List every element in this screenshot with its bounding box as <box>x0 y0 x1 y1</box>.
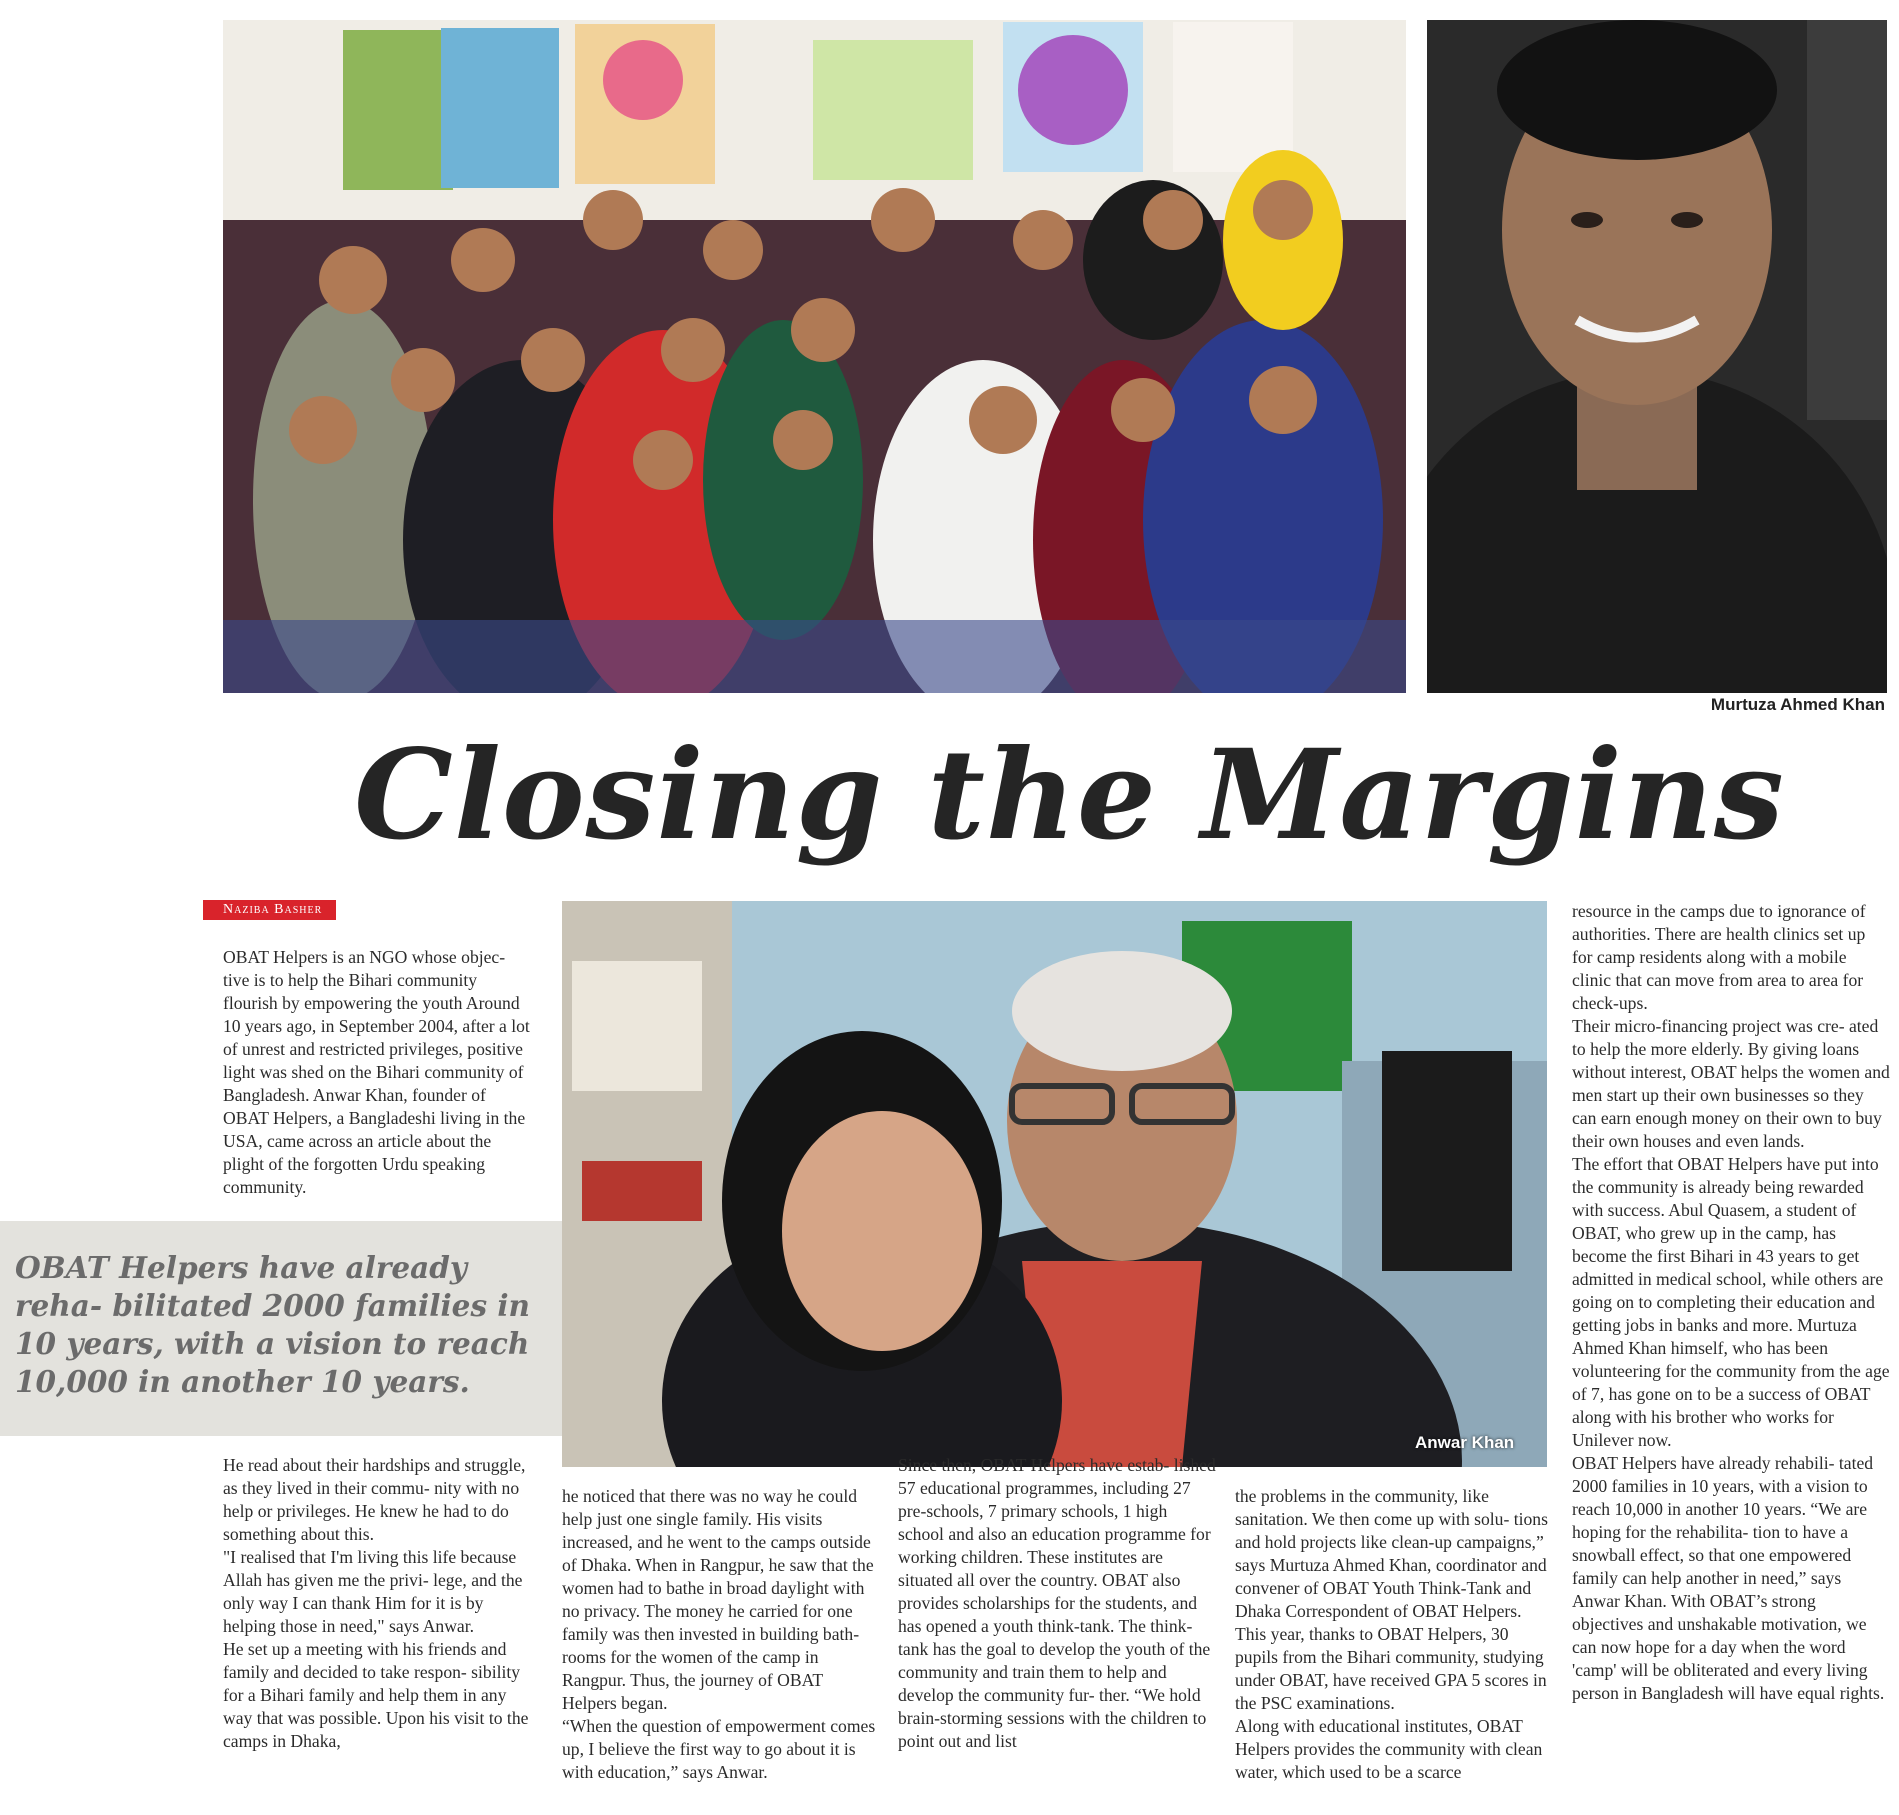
article-column-1-bottom <box>223 1454 535 1753</box>
paragraph: "I realised that I'm living this life because Allah has given me the privi- lege, and the only way I can thank Him for it is by helping those in need," says Anwar. <box>223 1547 523 1636</box>
photo-portrait-murtuza <box>1427 20 1887 693</box>
photo-children-group <box>223 20 1406 693</box>
article-column-4 <box>1235 1485 1553 1784</box>
paragraph: OBAT Helpers is an NGO whose objec- tive is to help the Bihari community flourish by empowering the youth Around 10 years ago, in September 2004, after a lot of unrest and restricted privileges, positive light was shed on the Bihari community of Bangladesh. Anwar Khan, founder of OBAT Helpers, a Bangladeshi living in the USA, came across an article about the plight of the forgotten Urdu speaking community. <box>223 947 530 1197</box>
paragraph: “When the question of empowerment comes up, I believe the first way to go about it is with education,” says Anwar. <box>562 1716 876 1782</box>
paragraph: Along with educational institutes, OBAT Helpers provides the community with clean water, which used to be a scarce <box>1235 1716 1543 1782</box>
paragraph: resource in the camps due to ignorance of authorities. There are health clinics set up for camp residents along with a mobile clinic that can move from area to area for check-ups. <box>1572 901 1866 1013</box>
paragraph: Their micro-financing project was cre- ated to help the more elderly. By giving loans without interest, OBAT helps the women and men start up their own businesses so they can earn enough money on their own to buy their own houses and even lands. <box>1572 1016 1890 1151</box>
byline: Naziba Basher <box>203 900 336 920</box>
paragraph: He read about their hardships and struggle, as they lived in their commu- nity with no help or privileges. He knew he had to do something about this. <box>223 1455 526 1544</box>
article-column-1-top <box>223 946 535 1199</box>
article-column-2 <box>562 1485 880 1784</box>
paragraph: Since then, OBAT Helpers have estab- lished 57 educational programmes, including 27 pre-schools, 7 primary schools, 1 high school and also an education programme for working children. These institutes are situated all over the country. OBAT also provides scholarships for the students, and has opened a youth think-tank. The think- tank has the goal to develop the youth of the community and train them to help and develop the community fur- ther. “We hold brain-storming sessions with the children to point out and list <box>898 1455 1216 1751</box>
headline: Closing the Margins <box>354 723 1785 868</box>
pull-quote: OBAT Helpers have already reha- bilitated 2000 families in 10 years, with a vision to reach 10,000 in another 10 years. <box>15 1250 530 1399</box>
photo-anwar-khan-with-girl <box>562 901 1547 1467</box>
article-column-5 <box>1572 900 1890 1705</box>
paragraph: OBAT Helpers have already rehabili- tated 2000 families in 10 years, with a vision to reach 10,000 in another 10 years. “We are hoping for the rehabilita- tion to have a snowball effect, so that one empowered family can help another in need,” says Anwar Khan. With OBAT’s strong objectives and unshakable motivation, we can now hope for a day when the word 'camp' will be obliterated and every living person in Bangladesh will have equal rights. <box>1572 1453 1885 1703</box>
paragraph: the problems in the community, like sanitation. We then come up with solu- tions and hold projects like clean-up campaigns,” says Murtuza Ahmed Khan, coordinator and convener of OBAT Youth Think-Tank and Dhaka Correspondent of OBAT Helpers. This year, thanks to OBAT Helpers, 30 pupils from the Bihari community, studying under OBAT, have received GPA 5 scores in the PSC examinations. <box>1235 1486 1548 1713</box>
photo-credit-anwar: Anwar Khan <box>1415 1433 1515 1452</box>
photo-credit-murtuza: Murtuza Ahmed Khan <box>1710 695 1885 714</box>
paragraph: He set up a meeting with his friends and family and decided to take respon- sibility for a Bihari family and help them in any way that was possible. Upon his visit to the camps in Dhaka, <box>223 1639 529 1751</box>
article-column-3 <box>898 1454 1216 1753</box>
paragraph: he noticed that there was no way he could help just one single family. His visits increased, and he went to the camps outside of Dhaka. When in Rangpur, he saw that the women had to bathe in broad daylight with no privacy. The money he carried for one family was then invested in building bath- rooms for the women of the camp in Rangpur. Thus, the journey of OBAT Helpers began. <box>562 1486 874 1713</box>
pull-quote-box <box>0 1221 562 1436</box>
paragraph: The effort that OBAT Helpers have put into the community is already being rewarded with success. Abul Quasem, a student of OBAT, who grew up in the camp, has become the first Bihari in 43 years to get admitted in medical school, while others are going on to completing their education and getting jobs in banks and more. Murtuza Ahmed Khan himself, who has been volunteering for the community from the age of 7, has gone on to be a success of OBAT along with his brother who works for Unilever now. <box>1572 1154 1890 1450</box>
